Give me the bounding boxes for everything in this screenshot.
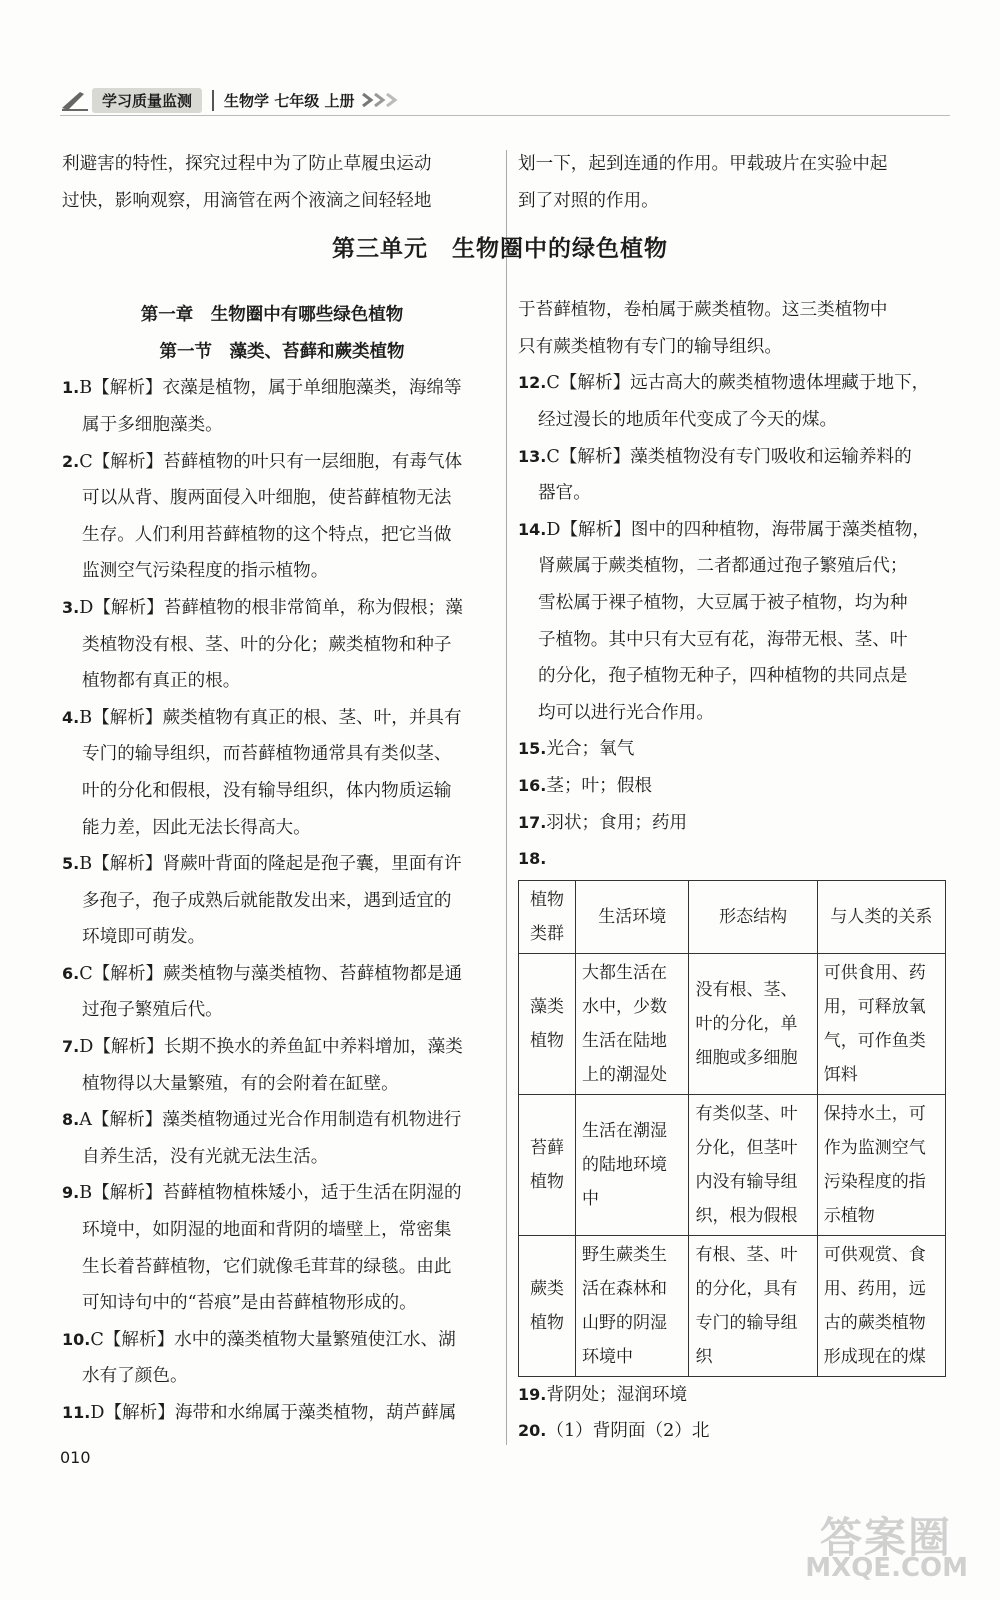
- answer-number: 18.: [518, 849, 547, 869]
- text-line: 只有蕨类植物有专门的输导组织。: [518, 336, 782, 357]
- table-header-cell: 生活环境: [576, 880, 689, 953]
- answer-item: [518, 805, 958, 842]
- answer-line: 类植物没有根、茎、叶的分化；蕨类植物和种子: [82, 634, 452, 655]
- answer-line: 能力差，因此无法长得高大。: [82, 817, 311, 838]
- series-title: 学习质量监测: [92, 88, 202, 113]
- subject-title: 生物学 七年级 上册: [212, 90, 354, 111]
- answer-number: 1.: [62, 378, 80, 398]
- answer-line: 叶的分化和假根，没有输导组织，体内物质运输: [82, 780, 452, 801]
- answer-item: [518, 1377, 958, 1414]
- answer-number: 20.: [518, 1421, 547, 1441]
- section-title: 第一节 藻类、苔藓和蕨类植物: [159, 341, 405, 362]
- left-answer-list: [62, 370, 492, 1431]
- answer-line: 13.C【解析】藻类植物没有专门吸收和运输养料的: [518, 446, 912, 467]
- table-cell: 保持水土，可作为监测空气污染程度的指示植物: [817, 1094, 945, 1235]
- table-row: [519, 1235, 946, 1376]
- answer-line: 2.C【解析】苔藓植物的叶只有一层细胞，有毒气体: [62, 451, 463, 472]
- answer-number: 2.: [62, 451, 80, 471]
- answer-item: [518, 439, 958, 512]
- answer-line: 器官。: [538, 483, 591, 504]
- pen-icon: [60, 88, 90, 112]
- answer-line: [518, 841, 958, 878]
- plant-comparison-table: [518, 880, 946, 1377]
- answer-line: 过孢子繁殖后代。: [82, 1000, 223, 1021]
- table-cell: 有根、茎、叶的分化，具有专门的输导组织: [689, 1235, 817, 1376]
- answer-line: 多孢子，孢子成熟后就能散发出来，遇到适宜的: [82, 890, 452, 911]
- answer-item: [62, 700, 492, 846]
- answer-item: [518, 768, 958, 805]
- answer-line: 3.D【解析】苔藓植物的根非常简单，称为假根；藻: [62, 597, 463, 618]
- answer-number: 7.: [62, 1037, 80, 1057]
- answer-number: 16.: [518, 775, 547, 795]
- answer-item: [62, 1395, 492, 1432]
- answer-line: 12.C【解析】远古高大的蕨类植物遗体埋藏于地下，: [518, 373, 930, 394]
- answer-line: 均可以进行光合作用。: [538, 702, 714, 723]
- answer-line: 6.C【解析】蕨类植物与藻类植物、苔藓植物都是通: [62, 963, 463, 984]
- right-answer-list-end: [518, 1377, 958, 1450]
- answer-item: [62, 846, 492, 956]
- answer-item: [518, 365, 958, 438]
- table-cell: 可供食用、药用，可释放氧气，可作鱼类饵料: [817, 953, 945, 1094]
- answer-number: 6.: [62, 963, 80, 983]
- table-cell: 野生蕨类生活在森林和山野的阴湿环境中: [576, 1235, 689, 1376]
- answer-line: 雪松属于裸子植物，大豆属于被子植物，均为种: [538, 592, 908, 613]
- table-header-cell: 与人类的关系: [817, 880, 945, 953]
- answer-line: 植物都有真正的根。: [82, 671, 241, 692]
- table-cell: 生活在潮湿的陆地环境中: [576, 1094, 689, 1235]
- answer-line: 专门的输导组织，而苔藓植物通常具有类似茎、: [82, 744, 452, 765]
- text-line: 过快，影响观察，用滴管在两个液滴之间轻轻地: [62, 190, 432, 211]
- answer-line: 19.背阴处；湿润环境: [518, 1384, 688, 1405]
- answer-line: 4.B【解析】蕨类植物有真正的根、茎、叶，并具有: [62, 707, 462, 728]
- answer-number: 11.: [62, 1403, 91, 1422]
- table-cell: 有类似茎、叶分化，但茎叶内没有输导组织，根为假根: [689, 1094, 817, 1235]
- answer-line: 15.光合；氧气: [518, 739, 635, 760]
- answer-line: 16.茎；叶；假根: [518, 775, 652, 796]
- item-11-continuation: [518, 292, 958, 365]
- watermark-logo: 答案圈: [819, 1513, 952, 1562]
- answer-number: 10.: [62, 1329, 91, 1349]
- answer-line: 监测空气污染程度的指示植物。: [82, 561, 329, 582]
- page-header: [60, 88, 460, 112]
- answer-item: [62, 956, 492, 1029]
- header-divider: [60, 115, 950, 116]
- answer-line: 植物得以大量繁殖，有的会附着在缸壁。: [82, 1073, 399, 1094]
- answer-line: 环境即可萌发。: [82, 927, 206, 948]
- right-intro: [518, 146, 958, 219]
- answer-line: 20.（1）背阴面（2）北: [518, 1421, 710, 1442]
- table-cell: 可供观赏、食用、药用，远古的蕨类植物形成现在的煤: [817, 1235, 945, 1376]
- table-header-cell: 植物类群: [519, 880, 576, 953]
- text-line: 于苔藓植物，卷柏属于蕨类植物。这三类植物中: [518, 300, 888, 321]
- unit-title: 第三单元 生物圈中的绿色植物: [332, 236, 668, 262]
- text-line: 划一下，起到连通的作用。甲载玻片在实验中起: [518, 154, 888, 174]
- answer-line: 14.D【解析】图中的四种植物，海带属于藻类植物，: [518, 519, 930, 540]
- answer-line: 自养生活，没有光就无法生活。: [82, 1146, 329, 1167]
- answer-item: [62, 370, 492, 443]
- answer-line: 8.A【解析】藻类植物通过光合作用制造有机物进行: [62, 1110, 462, 1131]
- text-line: 到了对照的作用。: [518, 190, 659, 211]
- answer-item: [62, 444, 492, 590]
- answer-item: [62, 1029, 492, 1102]
- answer-line: 1.B【解析】衣藻是植物，属于单细胞藻类，海绵等: [62, 378, 462, 399]
- answer-item: [518, 1413, 958, 1450]
- answer-line: 5.B【解析】肾蕨叶背面的隆起是孢子囊，里面有许: [62, 854, 462, 875]
- spacer: [518, 219, 958, 292]
- answer-item: [62, 1175, 492, 1321]
- answer-number: 4.: [62, 707, 80, 727]
- answer-number: 15.: [518, 739, 547, 759]
- chevrons-icon: [364, 92, 400, 108]
- site-watermark: [752, 1505, 972, 1585]
- table-cell: 没有根、茎、叶的分化，单细胞或多细胞: [689, 953, 817, 1094]
- answer-number: 3.: [62, 597, 80, 617]
- answer-line: 水有了颜色。: [82, 1366, 188, 1387]
- left-intro: [62, 146, 492, 219]
- table-row: [519, 1094, 946, 1235]
- answer-item: [62, 590, 492, 700]
- answer-item: [62, 1322, 492, 1395]
- answer-line: 环境中，如阴湿的地面和背阴的墙壁上，常密集: [82, 1220, 452, 1241]
- answer-line: 10.C【解析】水中的藻类植物大量繁殖使江水、湖: [62, 1329, 456, 1350]
- answer-number: 5.: [62, 854, 80, 874]
- answer-line: 7.D【解析】长期不换水的养鱼缸中养料增加，藻类: [62, 1037, 463, 1058]
- watermark-url: MXQE.COM: [805, 1553, 968, 1583]
- answer-line: 的分化，孢子植物无种子，四种植物的共同点是: [538, 666, 908, 687]
- text-line: 利避害的特性，探究过程中为了防止草履虫运动: [62, 154, 432, 174]
- answer-line: 17.羽状；食用；药用: [518, 812, 688, 833]
- page-number: 010: [60, 1448, 91, 1467]
- table-cell: 苔藓植物: [519, 1094, 576, 1235]
- answer-line: 11.D【解析】海带和水绵属于藻类植物，葫芦藓属: [62, 1403, 457, 1423]
- table-header-cell: 形态结构: [689, 880, 817, 953]
- answer-item: [518, 512, 958, 732]
- column-divider: [506, 150, 507, 1445]
- table-row: [519, 953, 946, 1094]
- answer-line: 经过漫长的地质年代变成了今天的煤。: [538, 409, 838, 430]
- answer-line: 可以从背、腹两面侵入叶细胞，使苔藓植物无法: [82, 488, 452, 509]
- answer-line: 子植物。其中只有大豆有花，海带无根、茎、叶: [538, 629, 908, 650]
- table-cell: 蕨类植物: [519, 1235, 576, 1376]
- answer-item: [518, 731, 958, 768]
- answer-number: 8.: [62, 1110, 80, 1130]
- table-cell: 藻类植物: [519, 953, 576, 1094]
- answer-line: 可知诗句中的“苔痕”是由苔藓植物形成的。: [82, 1293, 417, 1314]
- answer-line: 肾蕨属于蕨类植物，二者都通过孢子繁殖后代；: [538, 556, 908, 577]
- answer-line: 生存。人们利用苔藓植物的这个特点，把它当做: [82, 524, 452, 545]
- answer-number: 9.: [62, 1183, 80, 1203]
- right-column: [518, 146, 958, 1450]
- chapter-title: 第一章 生物圈中有哪些绿色植物: [140, 305, 404, 326]
- answer-item: [62, 1102, 492, 1175]
- left-column: [62, 146, 492, 1432]
- answer-number: 17.: [518, 812, 547, 832]
- answer-number: 14.: [518, 519, 547, 539]
- right-answer-list: [518, 365, 958, 877]
- answer-number: 13.: [518, 446, 547, 466]
- answer-number: 12.: [518, 373, 547, 393]
- answer-number: 19.: [518, 1384, 547, 1404]
- answer-line: 生长着苔藓植物，它们就像毛茸茸的绿毯。由此: [82, 1256, 452, 1277]
- answer-line: 属于多细胞藻类。: [82, 414, 223, 435]
- answer-item: [518, 841, 958, 878]
- answer-line: 9.B【解析】苔藓植物植株矮小，适于生活在阴湿的: [62, 1183, 462, 1204]
- table-cell: 大都生活在水中，少数生活在陆地上的潮湿处: [576, 953, 689, 1094]
